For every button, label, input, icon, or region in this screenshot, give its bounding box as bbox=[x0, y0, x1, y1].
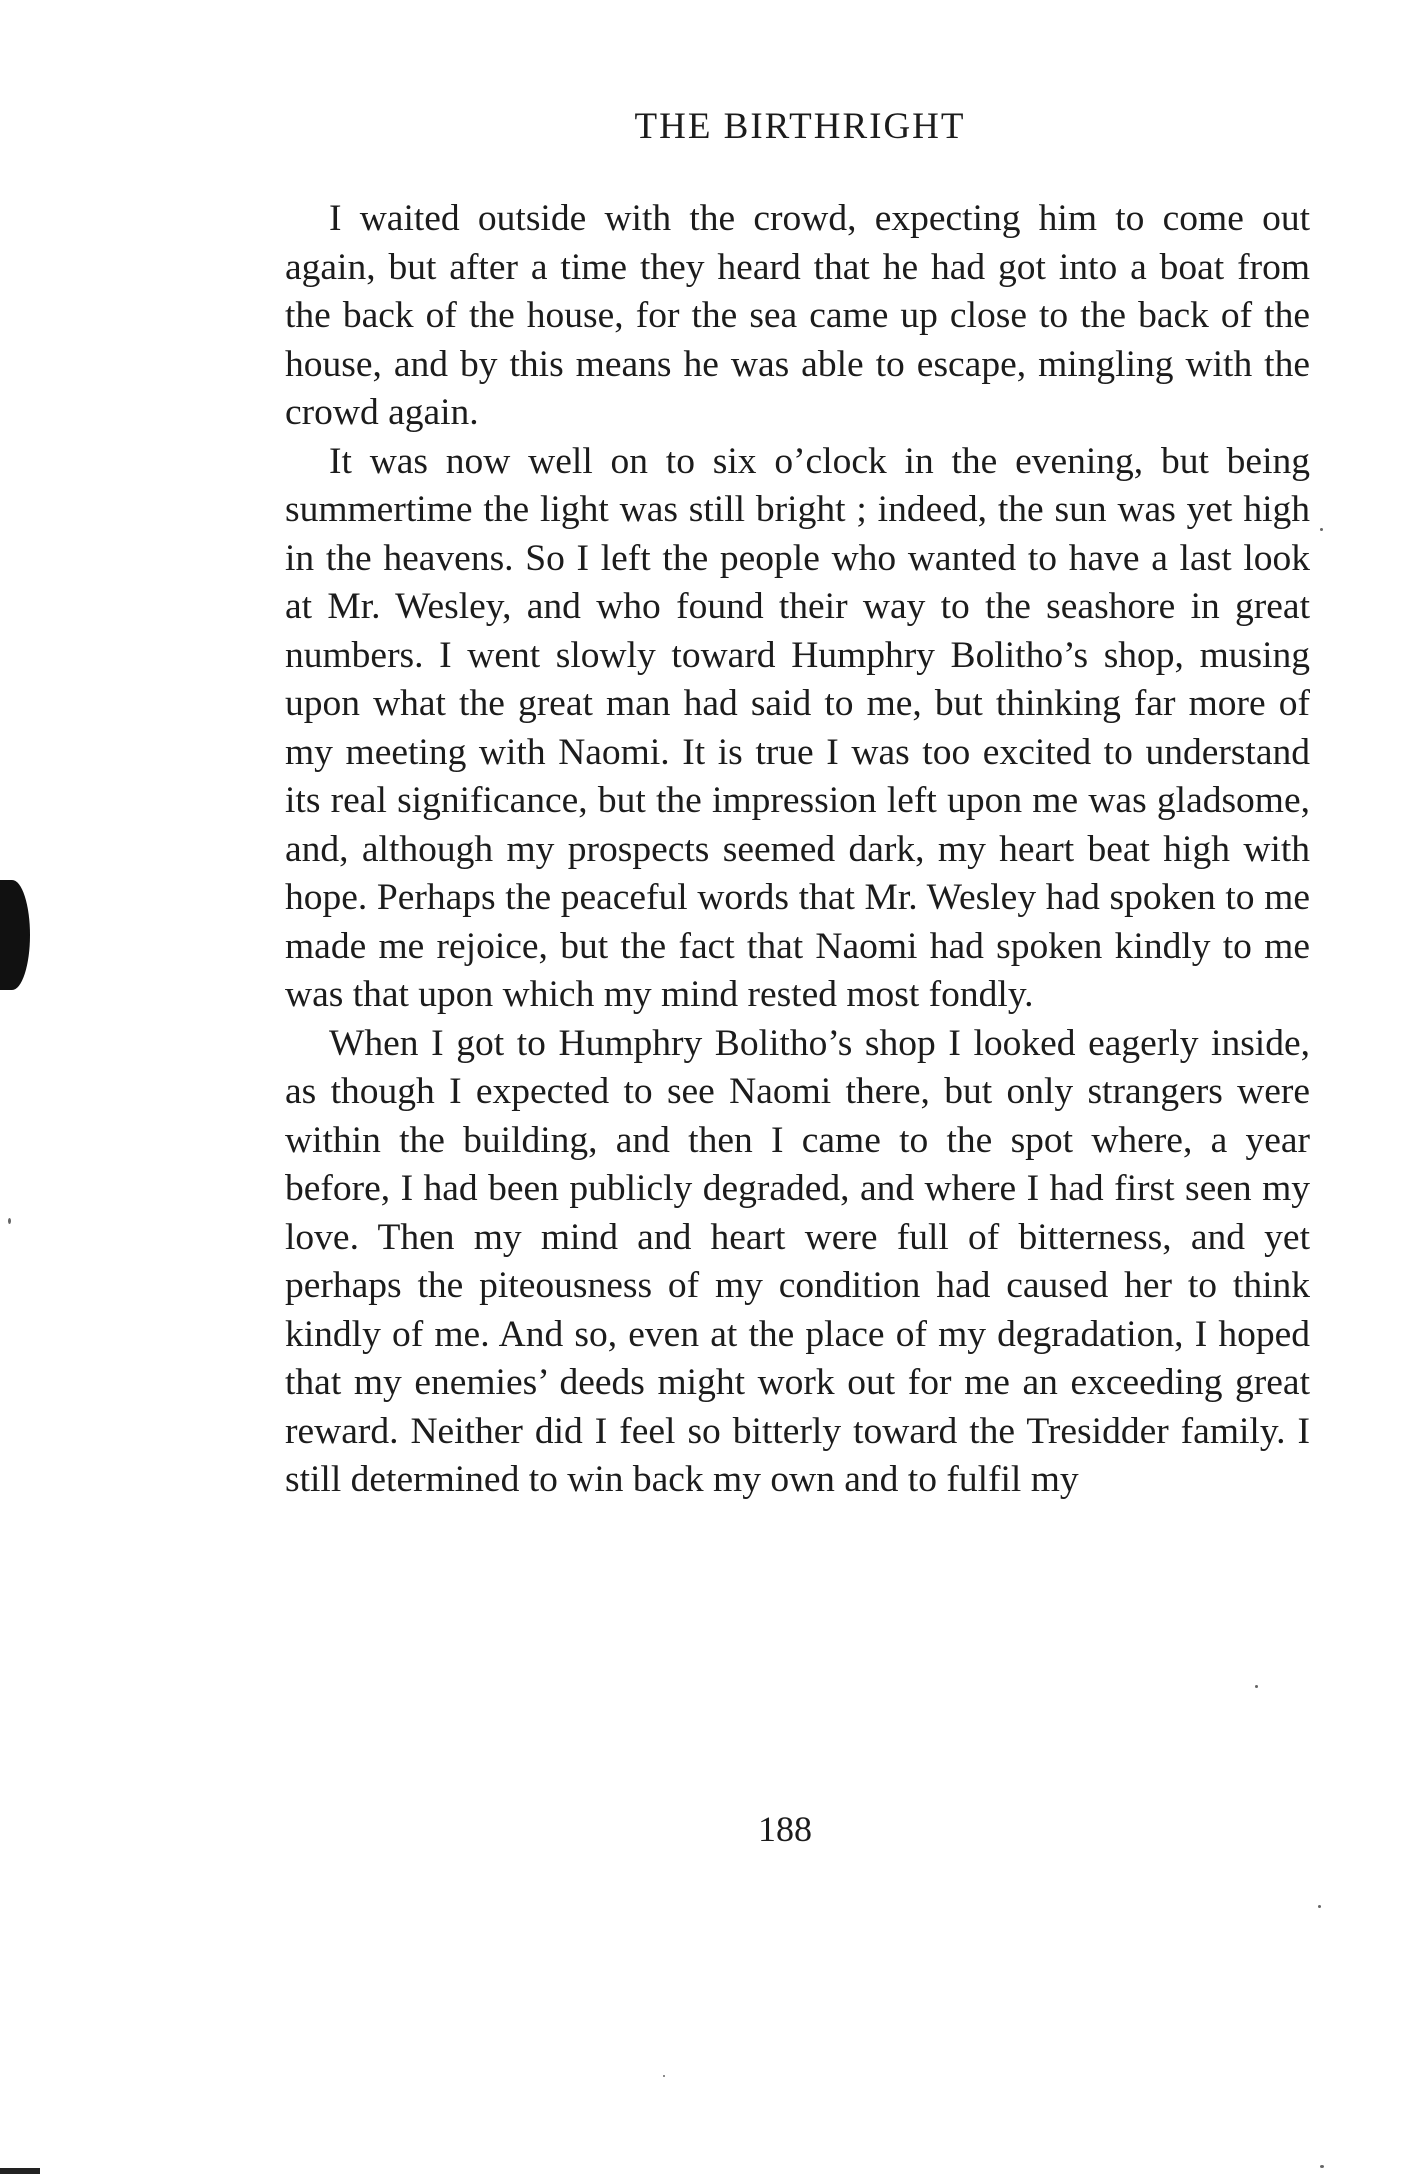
body-text bbox=[285, 195, 1310, 1505]
paper-speck bbox=[1318, 1905, 1321, 1908]
paper-speck bbox=[1320, 528, 1323, 531]
paper-speck bbox=[663, 2075, 665, 2077]
edge-ink-mark bbox=[0, 2168, 40, 2174]
paragraph: When I got to Humphry Bolitho’s shop I looked eagerly inside, as though I expected to see Naomi there, but only strangers were within the building, and then I came to the spot where, a year before, I had been publicly degraded, and where I had first seen my love. Then my mind and heart were full of bitterness, and yet perhaps the piteousness of my condition had caused her to think kindly of me. And so, even at the place of my degradation, I hoped that my enemies’ deeds might work out for me an exceeding great reward. Neither did I feel so bitterly toward the Tresidder family. I still determined to win back my own and to fulfil my bbox=[285, 1022, 1310, 1500]
paper-speck bbox=[8, 1218, 11, 1224]
page-number: 188 bbox=[758, 1809, 812, 1849]
running-head: THE BIRTHRIGHT bbox=[634, 106, 966, 147]
paper-speck bbox=[1320, 2165, 1324, 2168]
paper-speck bbox=[1255, 1685, 1258, 1688]
binding-ink-mark bbox=[0, 880, 30, 990]
paragraph: It was now well on to six o’clock in the evening, but being summertime the light was still bright ; indeed, the sun was yet high in the heavens. So I left the people who wanted to have a last look at Mr. Wesley, and who found their way to the seashore in great numbers. I went slowly toward Humphry Bolitho’s shop, musing upon what the great man had said to me, but thinking far more of my meeting with Naomi. It is true I was too excited to understand its real significance, but the impression left upon me was gladsome, and, although my prospects seemed dark, my heart beat high with hope. Perhaps the peaceful words that Mr. Wesley had spoken to me made me rejoice, but the fact that Naomi had spoken kindly to me was that upon which my mind rested most fondly. bbox=[285, 440, 1310, 1015]
paragraph: I waited outside with the crowd, expecting him to come out again, but after a time they heard that he had got into a boat from the back of the house, for the sea came up close to the back of the house, and by this means he was able to escape, mingling with the crowd again. bbox=[285, 198, 1310, 433]
